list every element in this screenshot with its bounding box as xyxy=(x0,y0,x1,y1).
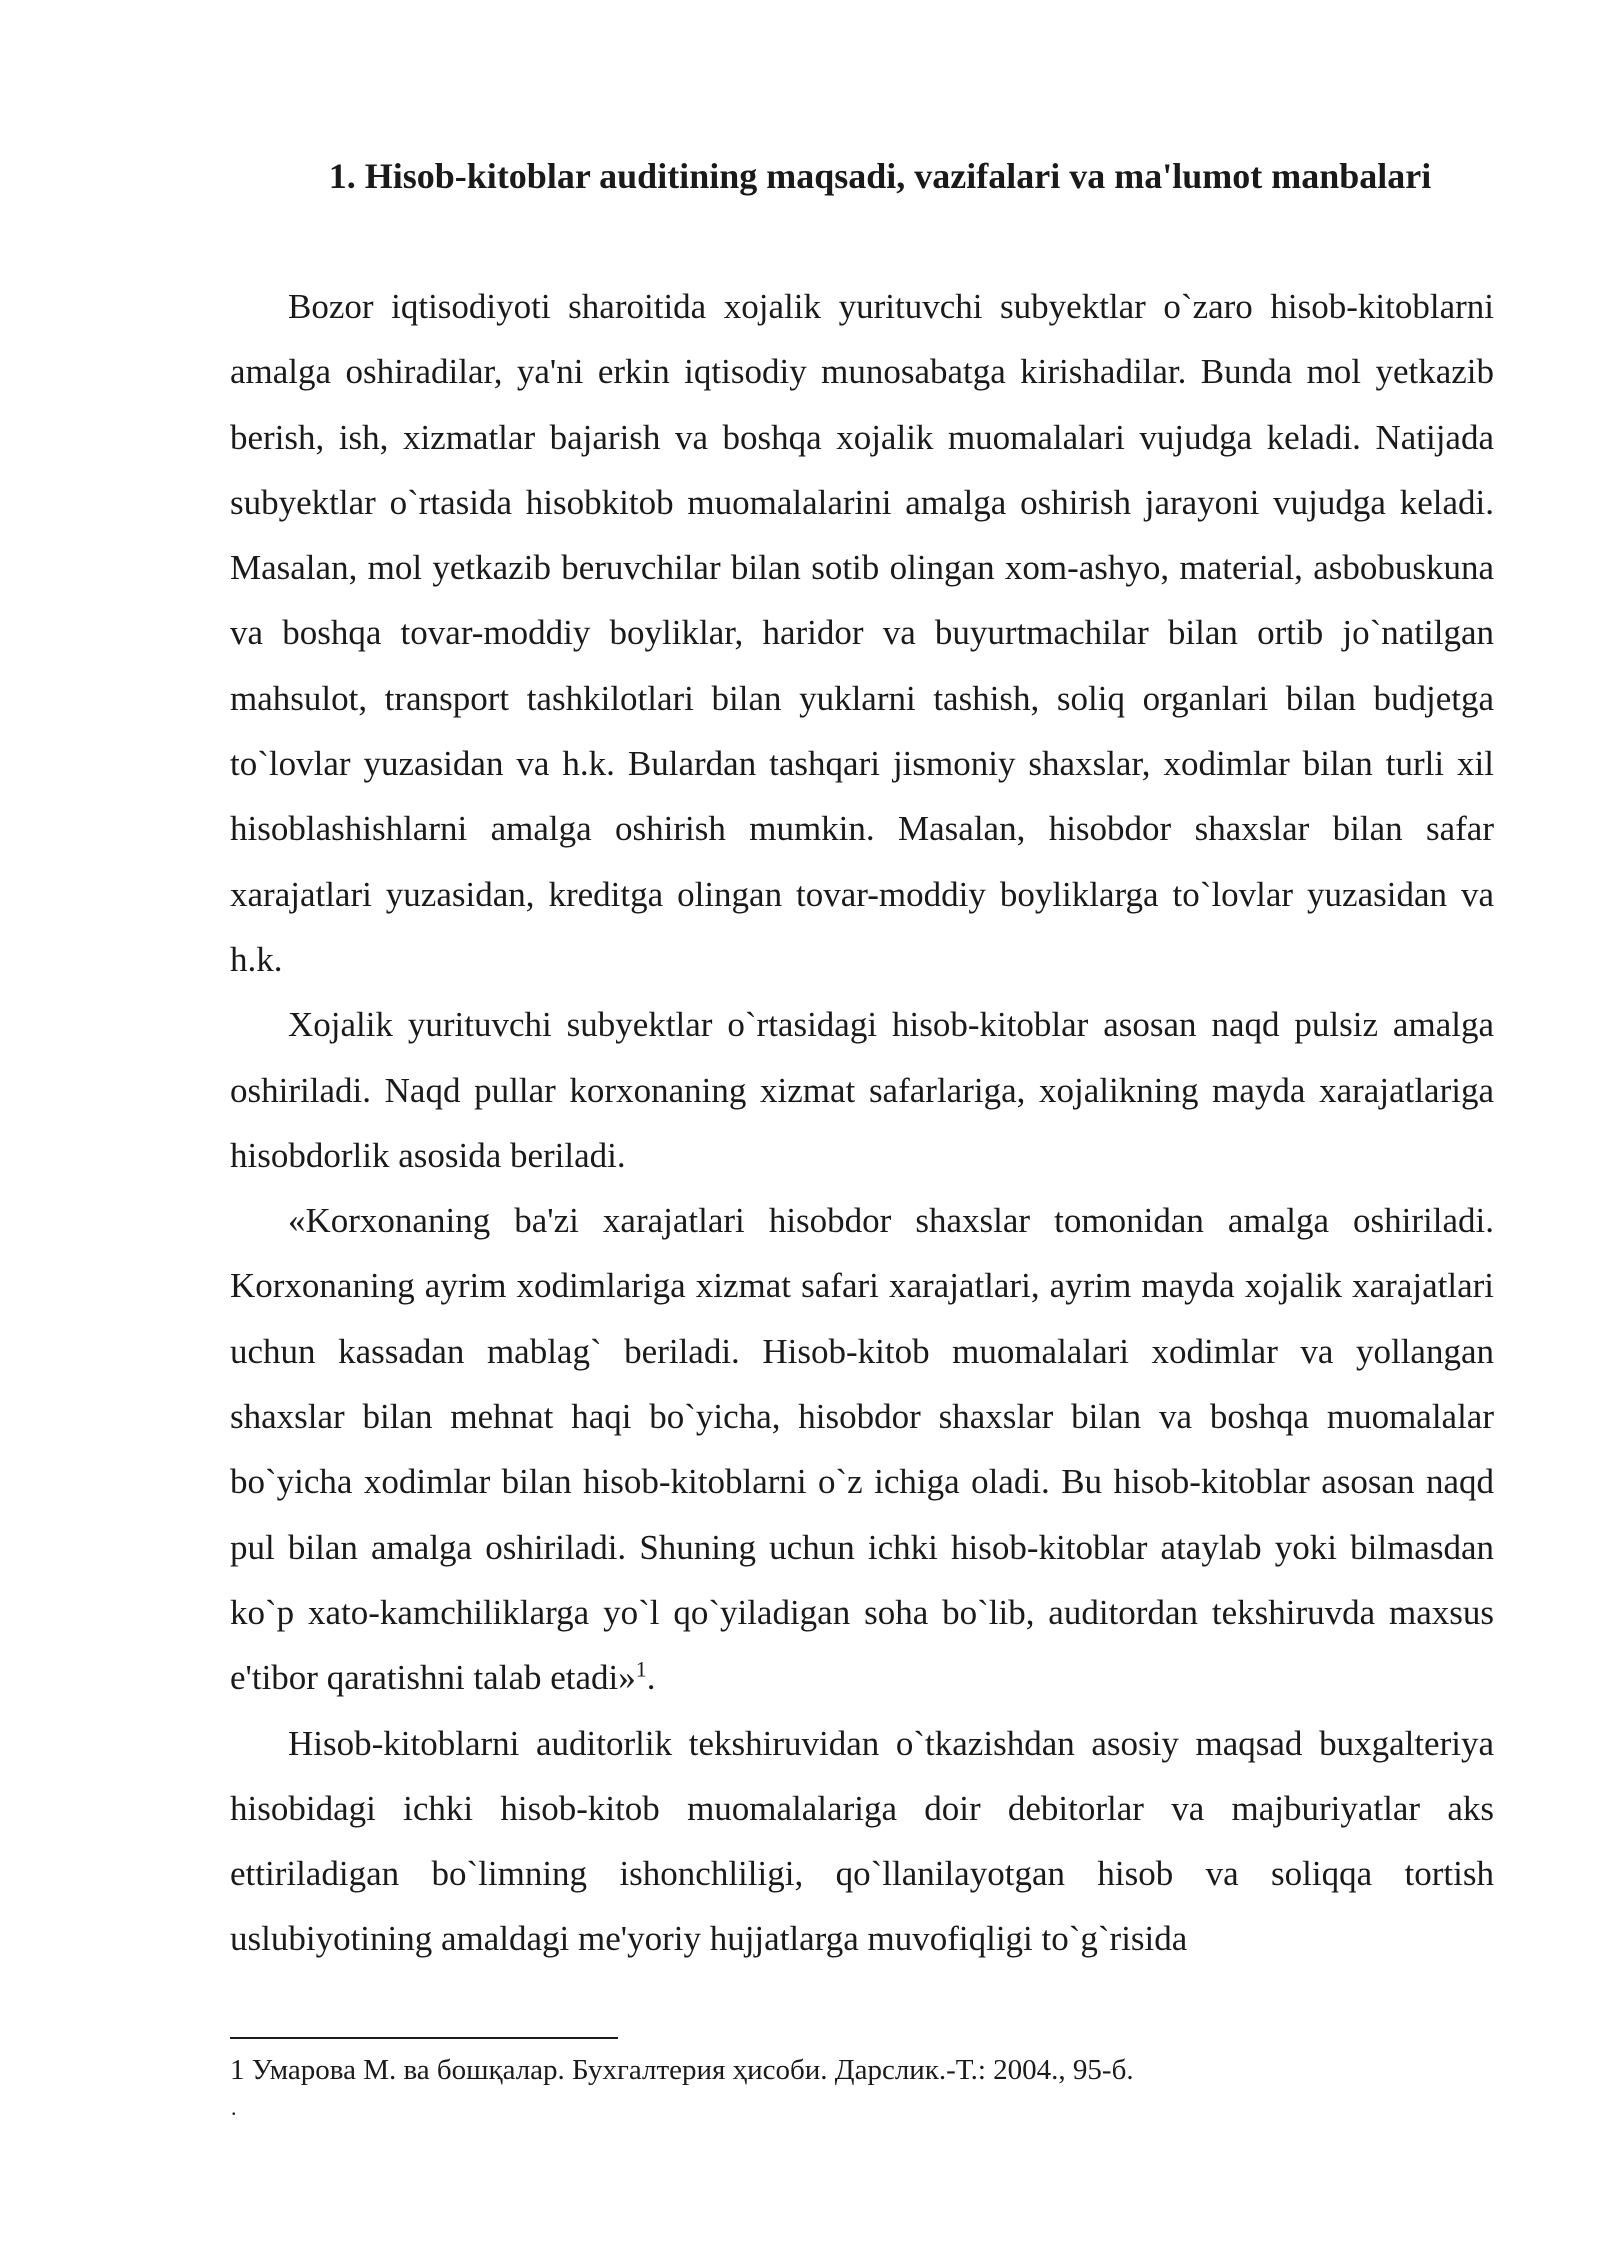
section-heading: 1. Hisob-kitoblar auditining maqsadi, vazifalari va ma'lumot manbalari xyxy=(328,156,1432,196)
footnote-trailing-dot: . xyxy=(231,2095,237,2120)
footnote-text: 1 Умарова М. ва бошқалар. Бухгалтерия ҳисоби. Дарслик.-Т.: 2004., 95-б. xyxy=(230,2054,1134,2086)
body-text xyxy=(230,274,1494,1972)
paragraph-2: Xojalik yurituvchi subyektlar o`rtasidagi hisob-kitoblar asosan naqd pulsiz amalga oshiriladi. Naqd pullar korxonaning xizmat safarlariga, xojalikning mayda xarajatlariga hisobdorlik asosida beriladi. xyxy=(230,1005,1494,1175)
footnote-reference[interactable]: 1 xyxy=(635,1656,647,1682)
paragraph-3-text: «Korxonaning ba'zi xarajatlari hisobdor shaxslar tomonidan amalga oshiriladi. Korxonaning ayrim xodimlariga xizmat safari xarajatlari, ayrim mayda xojalik xarajatlari uchun kassadan mablag` beriladi. Hisob-kitob muomalalari xodimlar va yollangan shaxslar bilan mehnat haqi bo`yicha, hisobdor shaxslar bilan va boshqa muomalalar bo`yicha xodimlar bilan hisob-kitoblarni o`z ichiga oladi. Bu hisob-kitoblar asosan naqd pul bilan amalga oshiriladi. Shuning uchun ichki hisob-kitoblar ataylab yoki bilmasdan ko`p xato-kamchiliklarga yo`l qo`yiladigan soha bo`lib, auditordan tekshiruvda maxsus e'tibor qaratishni talab etadi» xyxy=(230,1201,1494,1698)
footnote-divider xyxy=(230,2037,618,2039)
paragraph-3-period: . xyxy=(646,1658,656,1698)
paragraph-3 xyxy=(230,1188,1494,1710)
paragraph-1: Bozor iqtisodiyoti sharoitida xojalik yurituvchi subyektlar o`zaro hisob-kitoblarni amalga oshiradilar, ya'ni erkin iqtisodiy munosabatga kirishadilar. Bunda mol yetkazib berish, ish, xizmatlar bajarish va boshqa xojalik muomalalari vujudga keladi. Natijada subyektlar o`rtasida hisobkitob muomalalarini amalga oshirish jarayoni vujudga keladi. Masalan, mol yetkazib beruvchilar bilan sotib olingan xom-ashyo, material, asbobuskuna va boshqa tovar-moddiy boyliklar, haridor va buyurtmachilar bilan ortib jo`natilgan mahsulot, transport tashkilotlari bilan yuklarni tashish, soliq organlari bilan budjetga to`lovlar yuzasidan va h.k. Bulardan tashqari jismoniy shaxslar, xodimlar bilan turli xil hisoblashishlarni amalga oshirish mumkin. Masalan, hisobdor shaxslar bilan safar xarajatlari yuzasidan, kreditga olingan tovar-moddiy boyliklarga to`lovlar yuzasidan va h.k. xyxy=(230,287,1494,979)
paragraph-4: Hisob-kitoblarni auditorlik tekshiruvidan o`tkazishdan asosiy maqsad buxgalteriya hisobidagi ichki hisob-kitob muomalalariga doir debitorlar va majburiyatlar aks ettiriladigan bo`limning ishonchliligi, qo`llanilayotgan hisob va soliqqa tortish uslubiyotining amaldagi me'yoriy hujjatlarga muvofiqligi to`g`risida xyxy=(230,1723,1494,1959)
